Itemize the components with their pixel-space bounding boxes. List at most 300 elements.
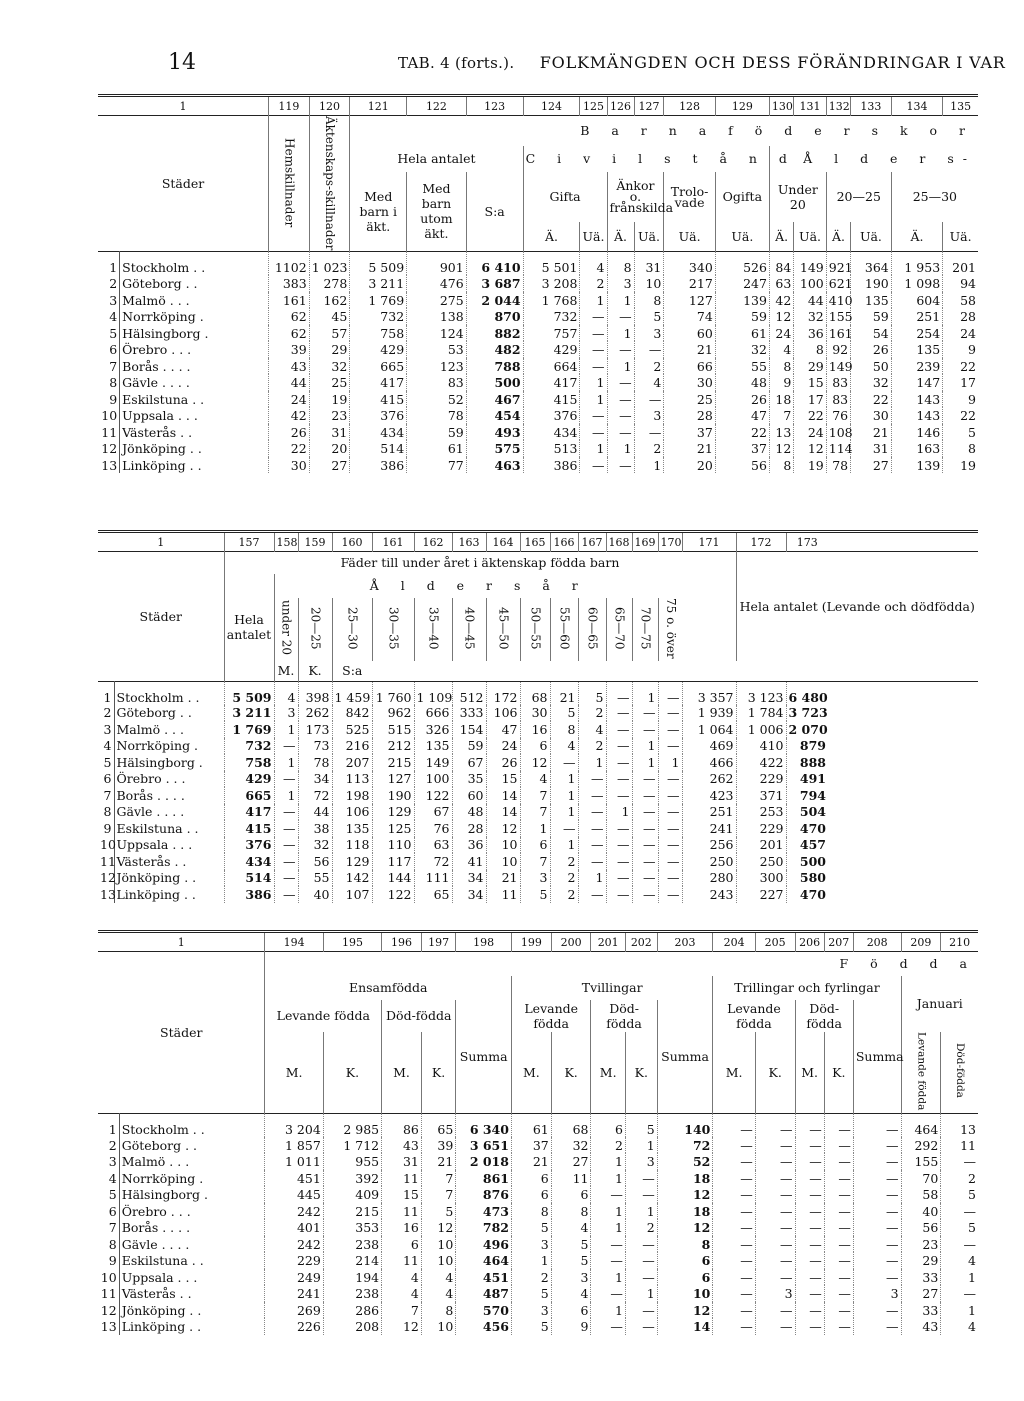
column-number: 194 [265,932,323,952]
aldersar-header: Å l d e r s å r [274,574,682,598]
cell-value: — [658,886,682,903]
cell-value: 31 [382,1153,422,1170]
cell-value: 22 [715,424,769,441]
cell-value: 37 [664,424,715,441]
cell-value: 491 [786,771,828,788]
row-number: 5 [103,754,112,770]
column-number: 132 [826,96,850,116]
cell-value: 888 [786,754,828,771]
cell-value: 21 [511,1153,551,1170]
cell-value: 1 459 [332,681,372,705]
cell-value: 782 [456,1219,512,1236]
row-number: 2 [108,1137,117,1153]
age-group-header: 75 o. över [658,598,682,662]
table-row [98,787,978,804]
a-label: Ä. [769,222,793,252]
row-number: 2 [103,705,112,721]
cell-value: — [578,820,606,837]
cell-value: — [795,1236,824,1253]
cell-value: 59 [452,738,486,755]
cell-value: 473 [456,1203,512,1220]
cell-value: — [795,1269,824,1286]
dod-fodda-header: Död-födda [382,1000,456,1032]
cell-value: 107 [332,886,372,903]
cell-value: 24 [269,391,310,408]
cell-value: — [591,1285,625,1302]
cell-value: 190 [372,787,414,804]
column-number: 205 [755,932,795,952]
cell-value: 129 [332,853,372,870]
row-number: 12 [101,441,118,457]
cell-value: 12 [486,820,520,837]
cell-value: 417 [523,374,580,391]
cell-value: — [580,358,607,375]
cell-value: — [632,886,658,903]
age-group-header: 30—35 [372,598,414,662]
city-name: Linköping . . [119,1318,265,1335]
city-name: Stockholm . . [120,252,269,276]
cell-value: 1 [625,1285,657,1302]
cell-value: 30 [520,705,550,722]
cell-value: 6 340 [456,1113,512,1137]
row-number: 11 [101,424,118,440]
cell-value: 52 [407,391,467,408]
cell-value: — [658,721,682,738]
cell-value: — [755,1219,795,1236]
cell-value: 32 [309,358,350,375]
cell-value: — [795,1252,824,1269]
cell-value: 243 [682,886,736,903]
aktenskapsskillnader-header: Äktenskaps-skillnader [309,116,350,252]
cell-value: — [853,1219,901,1236]
cell-value: 39 [269,341,310,358]
column-number: 161 [372,532,414,552]
city-name: Malmö . . . [120,292,269,309]
cell-value: — [591,1236,625,1253]
row-number: 9 [108,1253,117,1269]
table-row [98,738,978,755]
cell-value: 3 123 [736,681,786,705]
cell-value: 58 [901,1186,941,1203]
cell-value: 18 [657,1170,713,1187]
cell-value: 2 [625,1219,657,1236]
cell-value: — [795,1302,824,1319]
cell-value: 11 [382,1203,422,1220]
table-row [98,1186,978,1203]
m-label: M. [511,1032,551,1114]
cell-value: 22 [943,358,978,375]
cell-value: — [941,1285,978,1302]
cell-value: — [755,1269,795,1286]
cell-value: 147 [891,374,942,391]
cell-value: 876 [456,1186,512,1203]
cell-value: — [578,837,606,854]
table-row [98,424,978,441]
cell-value: 114 [826,440,850,457]
cell-value: 6 [520,837,550,854]
cell-value: 1 [591,1153,625,1170]
cell-value: 8 [511,1203,551,1220]
cell-value: — [625,1170,657,1187]
cell-value: 238 [323,1236,381,1253]
cell-value: 504 [786,804,828,821]
column-number: 162 [414,532,452,552]
cell-value: 464 [456,1252,512,1269]
cell-value: 77 [407,457,467,474]
cell-value: — [625,1269,657,1286]
cell-value: 38 [298,820,332,837]
cell-value: 19 [943,457,978,474]
sa-label: S:a [332,661,372,681]
cell-value: 376 [350,407,407,424]
row-number: 10 [100,837,116,853]
row-number: 5 [109,325,118,341]
cell-value: 24 [943,325,978,342]
cell-value: — [795,1186,824,1203]
cell-value: 47 [486,721,520,738]
cell-value: — [713,1219,755,1236]
column-number: 1 [157,535,165,549]
cell-value: 5 [941,1219,978,1236]
section-3-body [98,1113,978,1335]
city-name: Norrköping . [114,738,224,755]
cell-value: 340 [664,252,715,276]
table-row [98,1219,978,1236]
cell-value: 44 [794,292,826,309]
cell-value: 60 [452,787,486,804]
cell-value: 1 769 [224,721,274,738]
cell-value: 216 [332,738,372,755]
cell-value: 33 [901,1302,941,1319]
cell-value: 280 [682,870,736,887]
city-name: Linköping . . [114,886,224,903]
cell-value: 57 [309,325,350,342]
cell-value: 50 [851,358,892,375]
cell-value: 512 [452,681,486,705]
column-number: 207 [824,932,853,952]
cell-value: — [795,1318,824,1335]
cell-value: — [755,1203,795,1220]
cell-value: 514 [350,440,407,457]
cell-value: 42 [769,292,793,309]
cell-value: — [606,787,632,804]
cell-value: — [591,1252,625,1269]
cell-value: 36 [794,325,826,342]
table-row [98,374,978,391]
cell-value: 6 [551,1302,591,1319]
cell-value: 2 [580,275,607,292]
sa-header: S:a [466,172,523,252]
cell-value: 423 [682,787,736,804]
city-name: Borås . . . . [120,358,269,375]
cell-value: — [853,1170,901,1187]
column-number-row [98,532,978,552]
city-name: Eskilstuna . . [114,820,224,837]
city-name: Västerås . . [119,1285,265,1302]
cell-value: 732 [224,738,274,755]
cell-value: 100 [794,275,826,292]
stader-header: Städer [160,1024,203,1040]
ua-label: Uä. [794,222,826,252]
cell-value: 457 [786,837,828,854]
cell-value: 254 [891,325,942,342]
cell-value: — [625,1318,657,1335]
column-number: 200 [551,932,591,952]
cell-value: — [658,787,682,804]
ankor-header: Änkor o. frånskilda [607,172,664,222]
age-group-header: 70—75 [632,598,658,662]
table-row [98,292,978,309]
cell-value: — [606,837,632,854]
cell-value: 10 [421,1252,455,1269]
table-row [98,391,978,408]
cell-value: — [606,721,632,738]
cell-value: 3 [853,1285,901,1302]
cell-value: — [607,374,634,391]
cell-value: — [632,870,658,887]
cell-value: 500 [786,853,828,870]
table-row [98,1113,978,1137]
cell-value: 9 [943,341,978,358]
column-number: 160 [332,532,372,552]
cell-value: 238 [323,1285,381,1302]
cell-value: 7 [421,1170,455,1187]
cell-value: — [941,1153,978,1170]
cell-value: 5 [511,1285,551,1302]
cell-value: 53 [407,341,467,358]
age-group-header: 65—70 [606,598,632,662]
cell-value: 262 [682,771,736,788]
cell-value: 122 [414,787,452,804]
cell-value: 11 [382,1170,422,1187]
table-row [98,341,978,358]
row-number: 8 [108,1236,117,1252]
table-row [98,457,978,474]
cell-value: — [853,1203,901,1220]
city-name: Göteborg . . [119,1137,265,1154]
cell-value: 3 651 [456,1137,512,1154]
city-name: Gävle . . . . [119,1236,265,1253]
cell-value: 921 [826,252,850,276]
cell-value: 6 [511,1170,551,1187]
row-number: 4 [108,1170,117,1186]
column-number: 195 [323,932,381,952]
cell-value: 525 [332,721,372,738]
cell-value: 8 [943,440,978,457]
cell-value: — [580,325,607,342]
cell-value: 6 [657,1252,713,1269]
cell-value: 12 [769,308,793,325]
cell-value: 469 [682,738,736,755]
cell-value: 149 [794,252,826,276]
cell-value: — [658,771,682,788]
cell-value: — [606,705,632,722]
cell-value: 84 [769,252,793,276]
cell-value: 16 [520,721,550,738]
city-name: Göteborg . . [114,705,224,722]
row-number: 12 [100,870,116,886]
row-number: 6 [103,771,112,787]
cell-value: 278 [309,275,350,292]
cell-value: — [606,853,632,870]
cell-value: 8 [421,1302,455,1319]
cell-value: 139 [891,457,942,474]
cell-value: — [658,870,682,887]
cell-value: 37 [715,440,769,457]
med-barn-utom-akt-header: Med barn utom äkt. [407,172,467,252]
cell-value: 464 [901,1113,941,1137]
cell-value: 5 [511,1219,551,1236]
cell-value: 19 [794,457,826,474]
cell-value: — [853,1186,901,1203]
cell-value: 4 [769,341,793,358]
cell-value: 94 [943,275,978,292]
cell-value: 138 [407,308,467,325]
cell-value: 5 [421,1203,455,1220]
cell-value: — [824,1269,853,1286]
cell-value: — [824,1203,853,1220]
cell-value: 386 [523,457,580,474]
hela-antalet-header: Hela antalet [224,574,274,682]
cell-value: 467 [466,391,523,408]
k-label: K. [298,661,332,681]
cell-value: 229 [736,820,786,837]
cell-value: — [755,1153,795,1170]
cell-value: 526 [715,252,769,276]
cell-value: 32 [715,341,769,358]
cell-value: — [580,457,607,474]
row-number: 1 [109,260,118,276]
column-number: 208 [853,932,901,952]
cell-value: 398 [298,681,332,705]
page-number: 14 [168,50,196,75]
cell-value: 40 [298,886,332,903]
cell-value: 9 [769,374,793,391]
cell-value: — [713,1153,755,1170]
cell-value: 11 [941,1137,978,1154]
cell-value: 7 [520,787,550,804]
cell-value: 3 357 [682,681,736,705]
cell-value: 2 018 [456,1153,512,1170]
row-number: 1 [103,689,112,705]
cell-value: 6 [382,1236,422,1253]
cell-value: 34 [452,886,486,903]
cell-value: 466 [682,754,736,771]
cell-value: — [853,1137,901,1154]
table-row [98,721,978,738]
row-number: 3 [103,721,112,737]
cell-value: 2 [634,440,664,457]
cell-value: 100 [414,771,452,788]
age-group-header: 40—45 [452,598,486,662]
column-number: 127 [634,96,664,116]
cell-value: 2 070 [786,721,828,738]
cell-value: 67 [414,804,452,821]
cell-value: 451 [456,1269,512,1286]
cell-value: 29 [794,358,826,375]
age-group-header: 50—55 [520,598,550,662]
cell-value: 27 [551,1153,591,1170]
cell-value: 149 [826,358,850,375]
row-number: 13 [101,457,118,473]
cell-value: — [578,853,606,870]
cell-value: — [550,754,578,771]
city-name: Stockholm . . [114,681,224,705]
cell-value: 72 [414,853,452,870]
civilstand-header: C i v i l s t å n d [523,146,769,172]
cell-value: 21 [550,681,578,705]
cell-value: 162 [309,292,350,309]
column-number: 135 [943,96,978,116]
cell-value: 3 211 [350,275,407,292]
cell-value: 476 [407,275,467,292]
cell-value: — [795,1113,824,1137]
cell-value: — [591,1318,625,1335]
table-row [98,308,978,325]
cell-value: 353 [323,1219,381,1236]
trolovade-header: Trolo-vade [664,172,715,222]
cell-value: — [607,391,634,408]
cell-value: 3 687 [466,275,523,292]
table-row [98,771,978,788]
ua-label: Uä. [715,222,769,252]
cell-value: 1 [634,457,664,474]
cell-value: — [824,1170,853,1187]
cell-value: 106 [332,804,372,821]
cell-value: 22 [269,440,310,457]
column-number: 166 [550,532,578,552]
cell-value: — [625,1302,657,1319]
cell-value: 25 [309,374,350,391]
cell-value: 155 [901,1153,941,1170]
cell-value: 2 [578,738,606,755]
cell-value: 163 [891,440,942,457]
cell-value: — [658,853,682,870]
age-group-header: 25—30 [332,598,372,662]
cell-value: 26 [486,754,520,771]
cell-value: 665 [224,787,274,804]
cell-value: 22 [851,391,892,408]
cell-value: 6 480 [786,681,828,705]
cell-value: 61 [511,1113,551,1137]
table-row [98,1170,978,1187]
row-number: 4 [103,738,112,754]
column-number: 170 [658,532,682,552]
cell-value: 44 [298,804,332,821]
cell-value: 429 [350,341,407,358]
cell-value: 247 [715,275,769,292]
cell-value: — [755,1236,795,1253]
cell-value: 143 [891,407,942,424]
cell-value: — [713,1269,755,1286]
cell-value: 26 [715,391,769,408]
cell-value: 21 [486,870,520,887]
k-label: K. [824,1032,853,1114]
ensamfodda-header: Ensamfödda [265,976,511,1000]
cell-value: 732 [523,308,580,325]
hela-levande-header: Hela antalet (Levande och dödfödda) [736,552,978,662]
cell-value: 364 [851,252,892,276]
cell-value: 8 [794,341,826,358]
levande-fodda-header: Levande födda [265,1000,382,1032]
cell-value: 6 [520,738,550,755]
cell-value: 68 [520,681,550,705]
table-row [98,837,978,854]
cell-value: 20 [664,457,715,474]
cell-value: 250 [736,853,786,870]
cell-value: 269 [265,1302,323,1319]
cell-value: 36 [452,837,486,854]
